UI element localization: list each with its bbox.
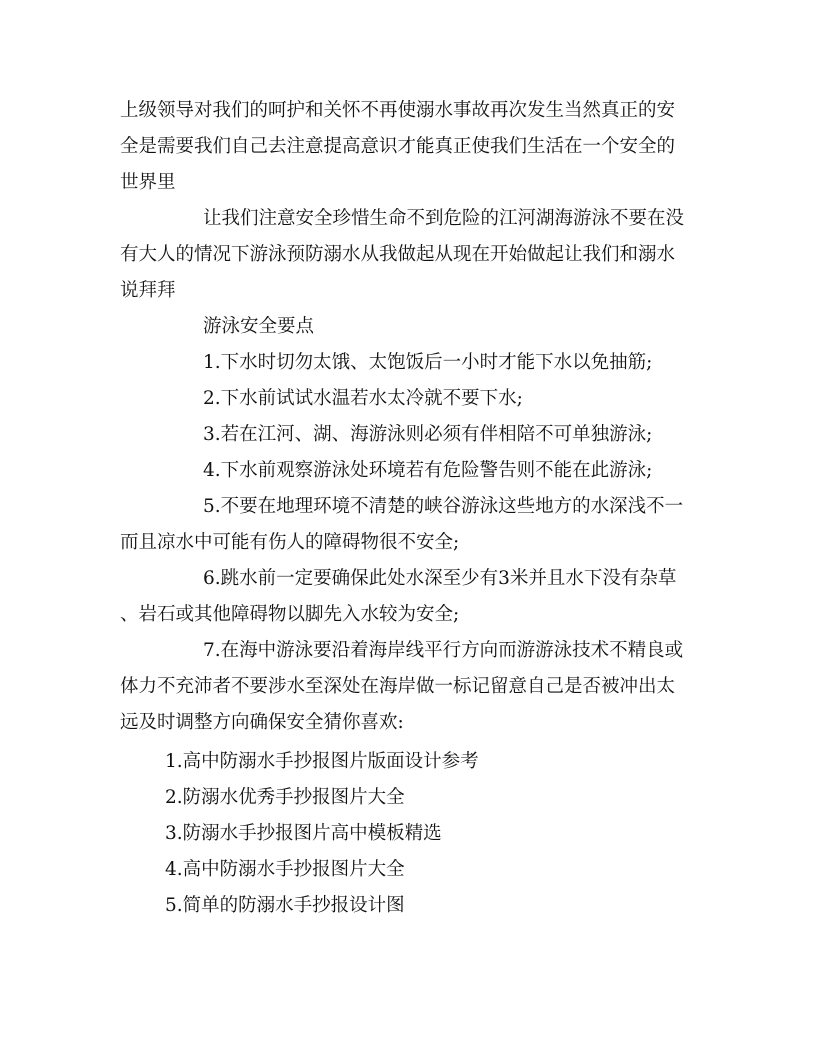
related-list-item: 5.简单的防溺水手抄报设计图 <box>165 895 405 916</box>
paragraph-line: 让我们注意安全珍惜生命不到危险的江河湖海游泳不要在没 <box>203 208 685 229</box>
paragraph-line: 上级领导对我们的呵护和关怀不再使溺水事故再次发生当然真正的安 <box>120 100 676 121</box>
safety-tip: 而且凉水中可能有伤人的障碍物很不安全; <box>120 532 460 553</box>
paragraph-line: 说拜拜 <box>120 280 176 301</box>
safety-tip: 体力不充沛者不要涉水至深处在海岸做一标记留意自己是否被冲出太 <box>120 676 676 697</box>
related-list-item: 4.高中防溺水手抄报图片大全 <box>165 859 405 880</box>
safety-tip: 2.下水前试试水温若水太冷就不要下水; <box>203 388 523 409</box>
related-list-item: 2.防溺水优秀手抄报图片大全 <box>165 787 405 808</box>
section-heading: 游泳安全要点 <box>203 316 315 337</box>
safety-tip: 6.跳水前一定要确保此处水深至少有3米并且水下没有杂草 <box>203 568 677 589</box>
safety-tip: 4.下水前观察游泳处环境若有危险警告则不能在此游泳; <box>203 460 653 481</box>
paragraph-line: 有大人的情况下游泳预防溺水从我做起从现在开始做起让我们和溺水 <box>120 244 676 265</box>
safety-tip: 远及时调整方向确保安全猜你喜欢: <box>120 712 404 733</box>
related-list-item: 1.高中防溺水手抄报图片版面设计参考 <box>165 751 479 772</box>
safety-tip: 1.下水时切勿太饿、太饱饭后一小时才能下水以免抽筋; <box>203 352 653 373</box>
safety-tip: 5.不要在地理环境不清楚的峡谷游泳这些地方的水深浅不一 <box>203 496 684 517</box>
safety-tip: 7.在海中游泳要沿着海岸线平行方向而游游泳技术不精良或 <box>203 640 684 661</box>
safety-tip: 3.若在江河、湖、海游泳则必须有伴相陪不可单独游泳; <box>203 424 653 445</box>
safety-tip: 、岩石或其他障碍物以脚先入水较为安全; <box>120 604 460 625</box>
paragraph-line: 世界里 <box>120 172 176 193</box>
related-list-item: 3.防溺水手抄报图片高中模板精选 <box>165 823 442 844</box>
paragraph-line: 全是需要我们自己去注意提高意识才能真正使我们生活在一个安全的 <box>120 136 676 157</box>
